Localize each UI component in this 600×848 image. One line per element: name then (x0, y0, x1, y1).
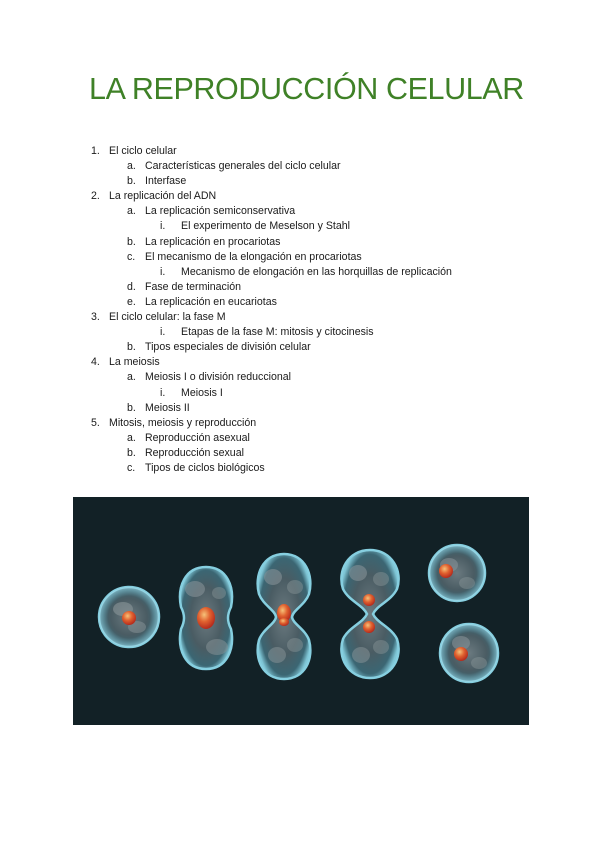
toc-label: La replicación en eucariotas (145, 295, 277, 308)
toc-label: Mitosis, meiosis y reproducción (109, 416, 257, 429)
toc-item (0, 250, 600, 265)
toc-label: Tipos especiales de división celular (145, 341, 311, 354)
toc-label: Etapas de la fase M: mitosis y citocinesis (181, 326, 374, 339)
toc-item (0, 189, 600, 204)
toc-label: La replicación semiconservativa (145, 205, 296, 218)
toc-marker: a. (127, 431, 136, 444)
toc-label: La replicación del ADN (109, 190, 217, 203)
toc-item (0, 386, 600, 401)
toc-item (0, 159, 600, 174)
toc-marker: 5. (91, 416, 100, 429)
toc-marker: a. (127, 160, 136, 173)
toc-item (0, 370, 600, 385)
toc-label: Reproducción asexual (145, 431, 250, 444)
toc-marker: d. (127, 280, 136, 293)
toc-item (0, 401, 600, 416)
toc-item (0, 174, 600, 189)
toc-label: El ciclo celular: la fase M (109, 311, 226, 324)
toc-label: Tipos de ciclos biológicos (145, 461, 265, 474)
toc-label: Interfase (145, 175, 187, 188)
toc-marker: a. (127, 205, 136, 218)
toc-item (0, 144, 600, 159)
cell-stage-interphase (99, 587, 159, 647)
toc-label: Meiosis II (145, 401, 190, 414)
toc-label: La meiosis (109, 356, 160, 369)
toc-marker: b. (127, 341, 136, 354)
toc-marker: b. (127, 235, 136, 248)
table-of-contents (0, 144, 600, 476)
toc-item (0, 340, 600, 355)
toc-item (0, 310, 600, 325)
toc-label: Meiosis I o división reduccional (145, 371, 292, 384)
toc-item (0, 416, 600, 431)
toc-item (0, 204, 600, 219)
toc-label: El experimento de Meselson y Stahl (181, 220, 350, 233)
toc-label: Meiosis I (181, 386, 223, 399)
toc-marker: i. (160, 220, 166, 233)
toc-item (0, 265, 600, 280)
toc-label: El mecanismo de la elongación en procariotas (145, 250, 362, 263)
toc-item (0, 219, 600, 234)
toc-marker: 1. (91, 145, 100, 157)
toc-item (0, 446, 600, 461)
toc-item (0, 235, 600, 250)
toc-label: Reproducción sexual (145, 446, 244, 459)
toc-marker: 2. (91, 190, 100, 203)
toc-marker: a. (127, 371, 136, 384)
toc-item (0, 295, 600, 310)
toc-marker: c. (127, 250, 136, 263)
toc-marker: i. (160, 265, 166, 278)
toc-marker: b. (127, 401, 136, 414)
toc-label: Características generales del ciclo celular (145, 160, 341, 173)
page-title: LA REPRODUCCIÓN CELULAR (89, 72, 524, 106)
toc-item (0, 280, 600, 295)
toc-label: La replicación en procariotas (145, 235, 281, 248)
toc-marker: b. (127, 175, 136, 188)
toc-marker: i. (160, 386, 166, 399)
cell-division-svg (73, 497, 529, 725)
toc-marker: b. (127, 446, 136, 459)
toc-item (0, 431, 600, 446)
toc-marker: 3. (91, 311, 100, 324)
toc-item (0, 355, 600, 370)
toc-marker: c. (127, 461, 136, 474)
cell-division-illustration (73, 497, 529, 725)
toc-label: El ciclo celular (109, 145, 177, 157)
toc-marker: i. (160, 326, 166, 339)
toc-marker: 4. (91, 356, 100, 369)
cell-stage-elongation (180, 567, 232, 669)
toc-item (0, 461, 600, 476)
toc-marker: e. (127, 295, 136, 308)
toc-label: Mecanismo de elongación en las horquillas de replicación (181, 265, 452, 278)
toc-label: Fase de terminación (145, 280, 241, 293)
toc-item (0, 325, 600, 340)
